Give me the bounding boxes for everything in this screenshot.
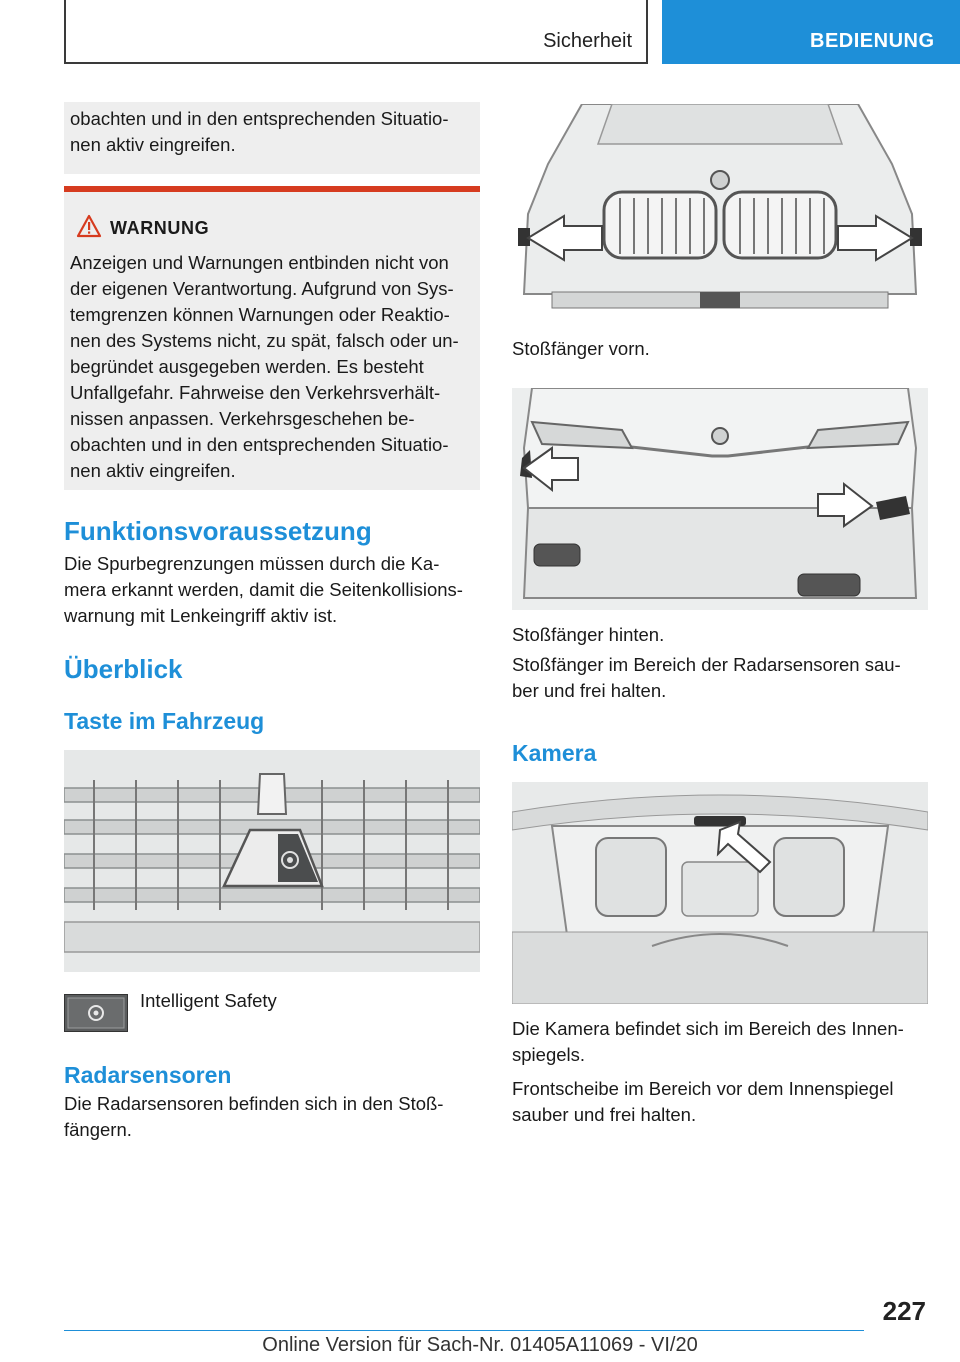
- intro-box: [64, 102, 480, 174]
- camera-illustration: [512, 782, 928, 1004]
- button-heading: Taste im Fahrzeug: [64, 708, 265, 734]
- chapter-tab[interactable]: [662, 0, 960, 64]
- warning-title: WARNUNG: [110, 218, 210, 238]
- prerequisites-text: Die Spurbegrenzungen müssen durch die Ka‐ mera erkannt werden, damit die Seitenkollisions‐ warnung mit Lenkeingriff aktiv ist.: [64, 553, 463, 626]
- camera-text: [512, 1016, 928, 1128]
- warning-triangle-icon: [76, 214, 102, 243]
- header-section-box: [64, 0, 648, 64]
- chapter-tab-label: BEDIENUNG: [810, 30, 935, 52]
- front-bumper-illustration: [512, 104, 928, 326]
- intelligent-safety-caption: Intelligent Safety: [140, 990, 277, 1011]
- prerequisites-section: [64, 516, 480, 629]
- windscreen-note: Frontscheibe im Bereich vor dem Innenspiegel sauber und frei halten.: [512, 1078, 894, 1125]
- warning-box: [64, 186, 480, 490]
- camera-location-text: Die Kamera befindet sich im Bereich des Innen‐ spiegels.: [512, 1018, 904, 1065]
- radar-text: Die Radarsensoren befinden sich in den Stoß‐ fängern.: [64, 1093, 444, 1140]
- section-label: Sicherheit: [543, 30, 632, 52]
- camera-heading: Kamera: [512, 740, 597, 766]
- button-illustration: [64, 750, 480, 972]
- button-section: [64, 708, 480, 735]
- front-bumper-caption: Stoßfänger vorn.: [512, 338, 650, 359]
- camera-section: [512, 740, 928, 767]
- rear-bumper-text: [512, 622, 928, 704]
- prerequisites-heading: Funktionsvoraussetzung: [64, 516, 372, 546]
- radar-section: [64, 1062, 480, 1143]
- rear-bumper-caption: Stoßfänger hinten.: [512, 624, 665, 645]
- page-number: 227: [882, 1296, 926, 1326]
- rear-bumper-illustration: [512, 388, 928, 610]
- intro-box-text: obachten und in den entsprechenden Situatio‐ nen aktiv eingreifen.: [70, 108, 449, 155]
- warning-body: Anzeigen und Warnungen entbinden nicht von der eigenen Verantwortung. Aufgrund von Sys‐ temgrenzen können Warnungen oder Reaktio‐ nen des Systems nicht, zu spät, falsch oder un‐ begründet ausgegeben werden. Es besteht Unfallgefahr. Fahrweise den Verkehrsverhält‐ nissen anpassen. Verkehrsgeschehen be‐ obachten und in den entsprechenden Situatio‐ nen aktiv eingreifen.: [70, 252, 459, 481]
- online-version-footer: Online Version für Sach-Nr. 01405A11069 - VI/20: [262, 1334, 698, 1356]
- footer-divider: [64, 1330, 864, 1331]
- radar-heading: Radarsensoren: [64, 1062, 232, 1088]
- overview-heading: Überblick: [64, 654, 183, 684]
- bumper-cleaning-note: Stoßfänger im Bereich der Radarsensoren sau‐ ber und frei halten.: [512, 654, 901, 701]
- overview-section: [64, 654, 480, 685]
- intelligent-safety-button-icon: [64, 994, 128, 1032]
